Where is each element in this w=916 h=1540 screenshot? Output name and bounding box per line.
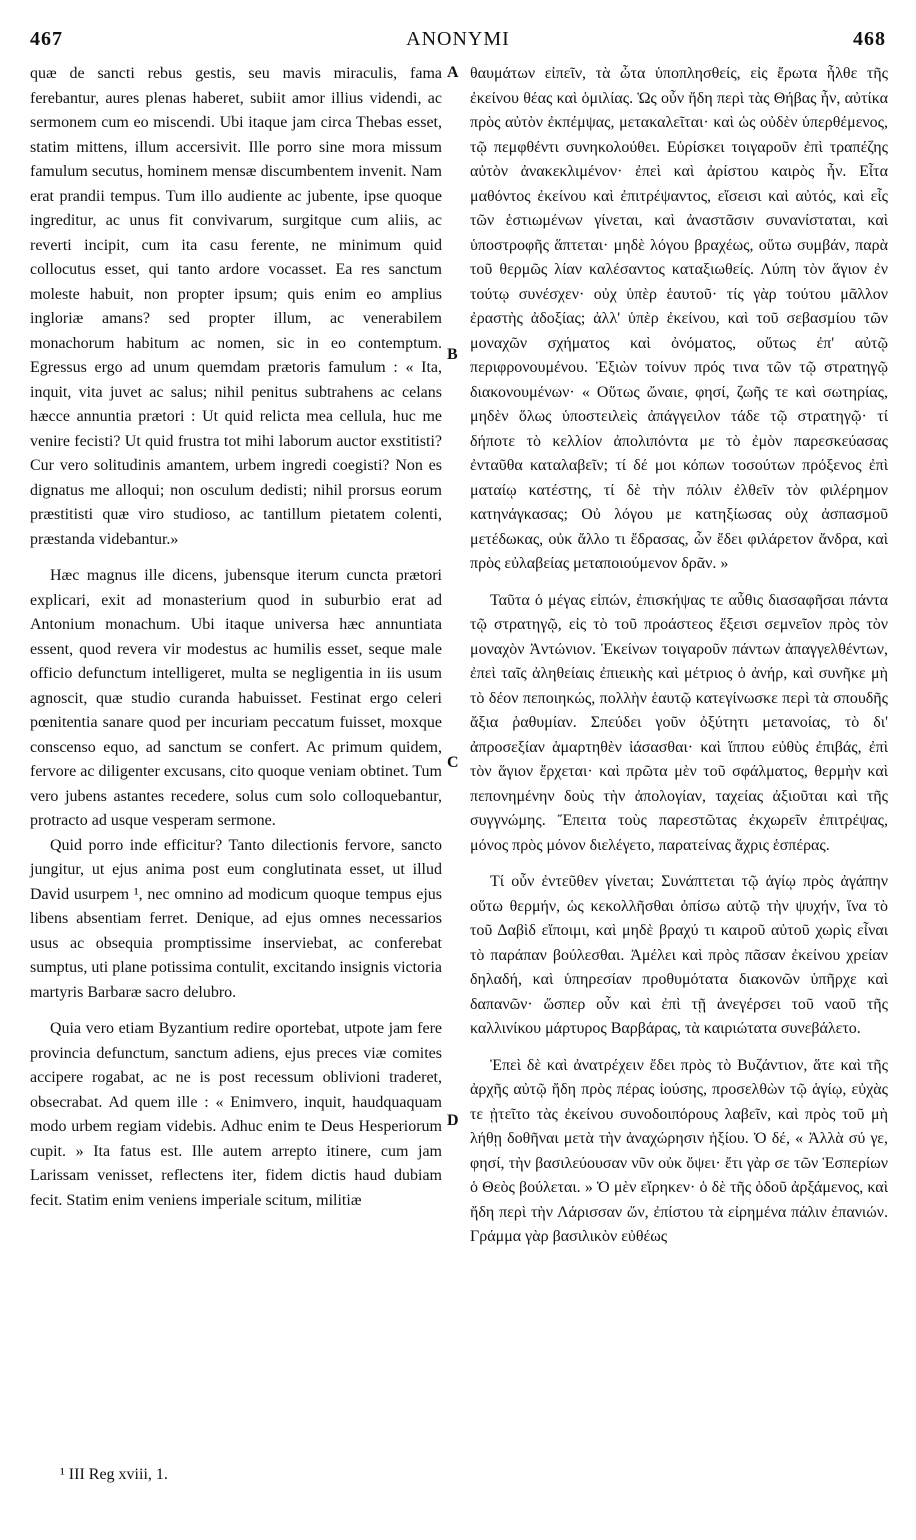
latin-paragraph-1: quæ de sancti rebus gestis, seu mavis miraculis, fama ferebantur, aures plenas haberet, subiit amor illius videndi, ac sermonem cum eo miscendi. Ubi itaque jam circa Thebas esset, statim mittens, illum accersivit. Ille porro sine mora missum famulum secutus, hominem mensæ discumbentem invenit. Nam erat prandii tempus. Tum illo audiente ac jubente, ipse quoque ingreditur, ac unus fit convivarum, surgitque cum aliis, ac reverti incipit, cum ita casu ferente, ne minimum quid collocutus esset, qui tanto ardore vocasset. Ea res sanctum moleste habuit, non propter ipsum; quis enim eo amplius ingloriæ amans? sed propter illum, ac venerabilem monachorum habitum ac nomen, sic in eo contemptum. Egressus ergo ad unum quemdam prætoris famulum : « Ita, inquit, vita juvet ac salus; nihil penitus subtrahens ac celans hæcce annuntia prætori : Ut quid relicta mea cellula, huc me venire fecisti? Ut quid frustra tot mihi laborum auctor exstitisti? Cur vero solitudinis amantem, urbem ingredi coegisti? Non es dignatus me alloqui; non osculum dedisti; nihil prorsus eorum præstitisti quæ viro studioso, ac tantillum pietatem colenti, præstanda videbantur.» xyxy=(30,65,442,548)
latin-paragraph-4: Quia vero etiam Byzantium redire oportebat, utpote jam fere provincia defunctum, sanctum adiens, ejus preces viæ comites accipere rogabat, ac ne is post recessum oblivioni traderet, obsecrabat. Ad quem ille : « Enimvero, inquit, haudquaquam modo urbem regiam videbis. Adhuc enim te Deus Hesperiorum cupit. » Ita fatus est. Ille autem arrepto itinere, cum jam Larissam venisset, reflectens iter, fidem dictis haud dubiam fecit. Statim enim veniens imperiale scitum, militiæ xyxy=(30,1020,442,1209)
marker-c: C xyxy=(447,754,459,771)
page-number-left: 467 xyxy=(30,28,63,50)
marker-d: D xyxy=(447,1112,459,1129)
marker-a: A xyxy=(447,64,459,81)
marker-b: B xyxy=(447,346,458,363)
page-header xyxy=(0,0,916,60)
latin-column xyxy=(30,62,442,1213)
latin-paragraph-3: Quid porro inde efficitur? Tanto dilectionis fervore, sancto jungitur, ut ejus anima post eum conglutinata esset, ut illud David usurpem ¹, nec omnino ad modicum quoque tempus ejus libens absentiam ferret. Denique, ad ejus omnes necessarios usus ac obsequia promptissime inserviebat, ac conferebat sumptus, uti plane potissima contulit, excitando insignis victoria martyris Barbaræ sacro delubro. xyxy=(30,836,442,1001)
greek-column xyxy=(470,62,888,1250)
footnote: ¹ III Reg xviii, 1. xyxy=(60,1466,168,1483)
greek-paragraph-1: θαυμάτων εἰπεῖν, τὰ ὦτα ὑποπλησθείς, εἰς ἔρωτα ἦλθε τῆς ἐκείνου θέας καὶ ὁμιλίας. Ὡς οὖν ἤδη περὶ τὰς Θήβας ἦν, αὐτίκα πρὸς αὐτὸν ἐκπέμψας, μετακαλεῖται· καὶ ὡς οὐδὲν ὑπερθέμενος, τῷ πεμφθέντι συνηκολούθει. Εὑρίσκει τοιγαροῦν ἐπὶ τραπέζης αὐτὸν ἀνακεκλιμένον· ἐπεὶ καὶ ἀρίστου καιρὸς ἦν. Εἶτα μαθόντος ἐκείνου καὶ ἐπιτρέψαντος, εἴσεισι καὶ αὐτός, καὶ εἷς τῶν ἑστιωμένων γίνεται, καὶ ἀναστᾶσιν συνανίσταται, καὶ ὑποστροφῆς ἅπτεται· μηδὲ λόγου βραχέως, οὕτω συμβάν, παρὰ τοῦ θερμῶς λίαν καλέσαντος καταξιωθείς. Λύπη τὸν ἅγιον ἐν τούτῳ συνέσχεν· οὐχ ὑπὲρ ἑαυτοῦ· τίς γὰρ τούτου μᾶλλον ἐραστὴς ἀδοξίας; ἀλλ' ὑπὲρ ἐκείνου, καὶ τοῦ σεβασμίου τῶν μοναχῶν σχήματος καὶ ὀνόματος, οὕτως ἐπ' αὐτῷ περιφρονουμένου. Ἐξιὼν τοίνυν πρός τινα τῶν τῷ στρατηγῷ διακονουμένων· « Οὕτως ὤναιε, φησί, ζωῆς τε καὶ σωτηρίας, μηδὲν ὅλως ὑποστειλεὶς ἀπάγγειλον τάδε τῷ στρατηγῷ· τί δήποτε τὸ κελλίον ἀπολιπόντα με τὸ ἐμὸν παρεσκεύασας ἐνταῦθα καταλαβεῖν; τί δέ μοι κόπων τοσούτων πρόξενος ἐπὶ ματαίῳ κατέστης, τί δὲ τὴν πόλιν ἐλθεῖν τὸν φιλέρημον κατηνάγκασας; Οὐ λόγου με κατηξίωσας οὐχ ἀσπασμοῦ μετέδωκας, οὐκ ἄλλο τι ἔδρασας, ὧν ἔδει φιλάρετον ἄνδρα, καὶ πρὸς εὐλαβείας μεταποιούμενον δρᾶν. » xyxy=(470,65,888,572)
page-number-right: 468 xyxy=(853,28,886,50)
greek-paragraph-3: Τί οὖν ἐντεῦθεν γίνεται; Συνάπτεται τῷ ἁγίῳ πρὸς ἀγάπην οὕτω θερμήν, ὡς κεκολλῆσθαι ὀπίσω αὐτῷ τὴν ψυχήν, ἵνα τὸ τοῦ Δαβὶδ εἴποιμι, καὶ μηδὲ βραχύ τι καιροῦ αὐτοῦ χωρὶς εἶναι τὸ παράπαν βούλεσθαι. Ἀμέλει καὶ πρὸς πᾶσαν ἐκείνου χρείαν δηλαδή, καὶ ὑπηρεσίαν προθυμότατα διακονῶν ὑπῆρχε καὶ δαπανῶν· ὥσπερ οὖν καὶ ἐπὶ τῇ ἀνεγέρσει τοῦ ναοῦ τῆς καλλινίκου μάρτυρος Βαρβάρας, τὰ καιριώτατα συνεβάλετο. xyxy=(470,873,888,1037)
section-markers xyxy=(443,62,469,1502)
greek-paragraph-2: Ταῦτα ὁ μέγας εἰπών, ἐπισκήψας τε αὖθις διασαφῆσαι πάντα τῷ στρατηγῷ, εἰς τὸ τοῦ προάστεος ἔξεισι σεμνεῖον πρὸς τὸν μοναχὸν Ἀντώνιον. Ἐκείνων τοιγαροῦν πάντων ἀπαγγελθέντων, ἐπεὶ ταῖς ἀληθείαις ἐπιεικὴς καὶ μέτριος ὁ ἀνήρ, καὶ συνῆκε μὴ τὸ δέον πεποιηκώς, πολλὴν ἑαυτῷ κατεγίνωσκε περὶ τὰ σπουδῆς ἄξια ῥαθυμίαν. Σπεύδει γοῦν ὀξύτητι μετανοίας, τὸ δι' ἀπροσεξίαν ἁμαρτηθὲν ἰάσασθαι· καὶ ἵππου εὐθὺς ἐπιβάς, ἐπὶ τὸν ἅγιον ἔρχεται· καὶ πρῶτα μὲν τοῦ σφάλματος, θερμὴν καὶ πεπονημένην δοὺς τὴν ἀπολογίαν, ταχείας ἀξιοῦται καὶ τῆς συγγνώμης. Ἔπειτα τοὺς παρεστῶτας ἐκχωρεῖν ἐπιτρέψας, μόνος πρὸς μόνον διελέγετο, παρατείνας ἄχρις ἑσπέρας. xyxy=(470,591,888,854)
running-title: ANONYMI xyxy=(406,28,510,50)
greek-paragraph-4: Ἐπεὶ δὲ καὶ ἀνατρέχειν ἔδει πρὸς τὸ Βυζάντιον, ἅτε καὶ τῆς ἀρχῆς αὐτῷ ἤδη πρὸς πέρας ἰούσης, προσελθὼν τῷ ἁγίῳ, εὐχὰς τε ᾐτεῖτο τὰς ἐκείνου συνοδοιπόρους λαβεῖν, καὶ πρὸς τοῦ μὴ λήθῃ δοθῆναι μετὰ τὴν ἀναχώρησιν ἠξίου. Ὁ δέ, « Ἀλλὰ σύ γε, φησί, τὴν βασιλεύουσαν νῦν οὐκ ὄψει· ἔτι γὰρ σε τῶν Ἑσπερίων ὁ Θεὸς βούλεται. » Ὁ μὲν εἴρηκεν· ὁ δὲ τῆς ὁδοῦ ἀρξάμενος, καὶ ἤδη περὶ τὴν Λάρισσαν ὤν, ἐπίστου τὰ εἰρημένα πάλιν ἐπανιών. Γράμμα γὰρ βασιλικὸν εὐθέως xyxy=(470,1056,888,1245)
latin-paragraph-2: Hæc magnus ille dicens, jubensque iterum cuncta prætori explicari, exit ad monasterium quod in suburbio erat ad Antonium monachum. Ubi itaque universa hæc annuntiata essent, quod revera vir modestus ac humilis esset, seque male officio defunctum intelligeret, multa se negligentia in iis usum agnoscit, quæ studio curanda habuisset. Festinat ergo celeri pœnitentia sanare quod per incuriam peccatum fuisset, moxque conscenso equo, ad sanctum se confert. Ac primum quidem, fervore ac diligenter excusans, cito quoque veniam obtinet. Tum vero jubens astantes recedere, solus cum solo colloquebantur, protracto ad usque vesperam sermone. xyxy=(30,567,442,829)
